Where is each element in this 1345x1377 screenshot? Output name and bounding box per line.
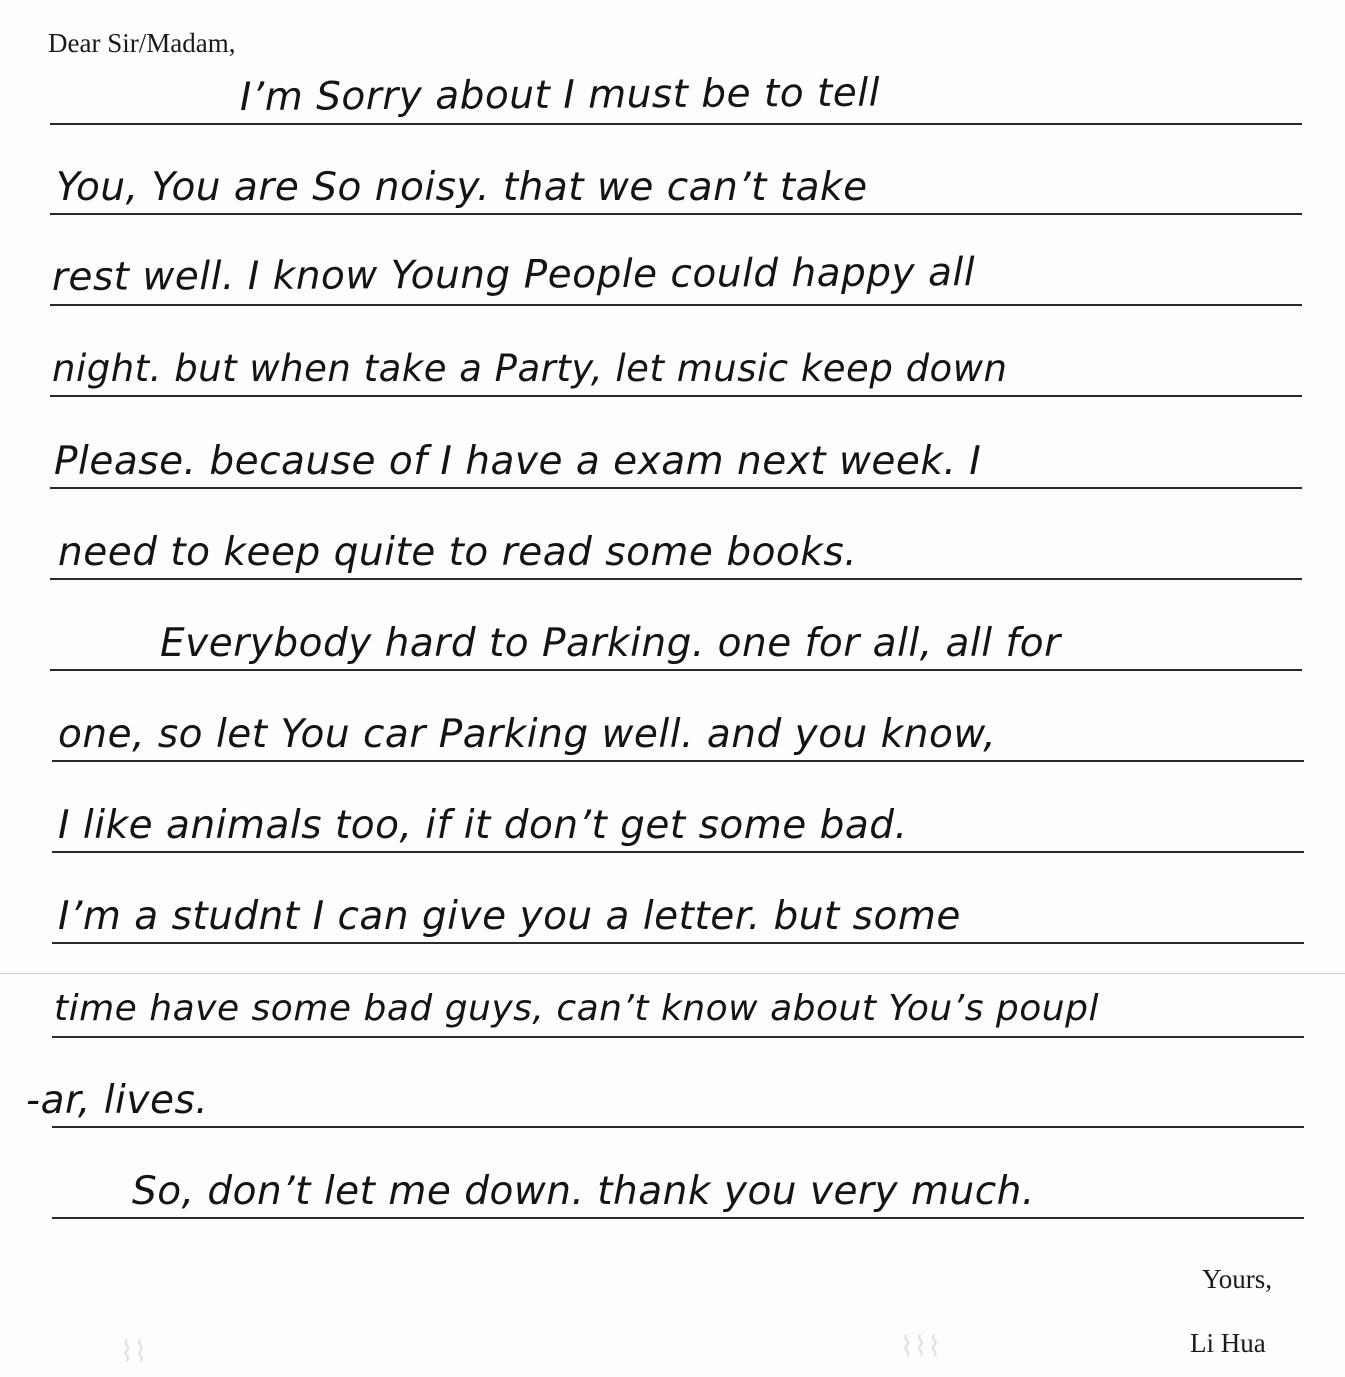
handwritten-line: time have some bad guys, can’t know about You’s poupl [54,988,1099,1029]
ruled-line [52,851,1304,853]
bleed-through-mark: ⌇⌇ [120,1335,148,1368]
signature: Li Hua [1190,1328,1266,1358]
ruled-line [52,760,1304,762]
ruled-line [50,578,1302,580]
bleed-through-mark: ⌇⌇⌇ [900,1330,942,1363]
ruled-line [52,942,1304,944]
handwritten-line: rest well. I know Young People could happy all [51,250,976,300]
ruled-line [50,395,1302,397]
handwritten-line: I like animals too, if it don’t get some bad. [58,803,908,848]
handwritten-line: Everybody hard to Parking. one for all, all for [160,621,1061,666]
handwritten-line: night. but when take a Party, let music keep down [52,347,1008,390]
handwritten-line: I’m Sorry about I must be to tell [239,70,881,120]
ruled-line [50,304,1302,306]
handwritten-line: need to keep quite to read some books. [58,530,858,575]
ruled-line [50,123,1302,125]
ruled-line [52,1036,1304,1038]
handwritten-line: You, You are So noisy. that we can’t take [56,165,868,210]
handwritten-line: -ar, lives. [26,1078,209,1123]
ruled-line [52,1126,1304,1128]
scan-fold-line [0,973,1345,974]
closing: Yours, [1202,1264,1273,1294]
handwritten-line: one, so let You car Parking well. and you know, [58,712,997,757]
ruled-line [50,213,1302,215]
ruled-line [50,487,1302,489]
handwritten-line: So, don’t let me down. thank you very much. [132,1169,1035,1214]
handwritten-line: Please. because of I have a exam next week. I [54,439,982,484]
ruled-line [50,669,1302,671]
salutation: Dear Sir/Madam, [48,28,236,58]
handwritten-line: I’m a studnt I can give you a letter. but some [58,894,961,939]
ruled-line [52,1217,1304,1219]
